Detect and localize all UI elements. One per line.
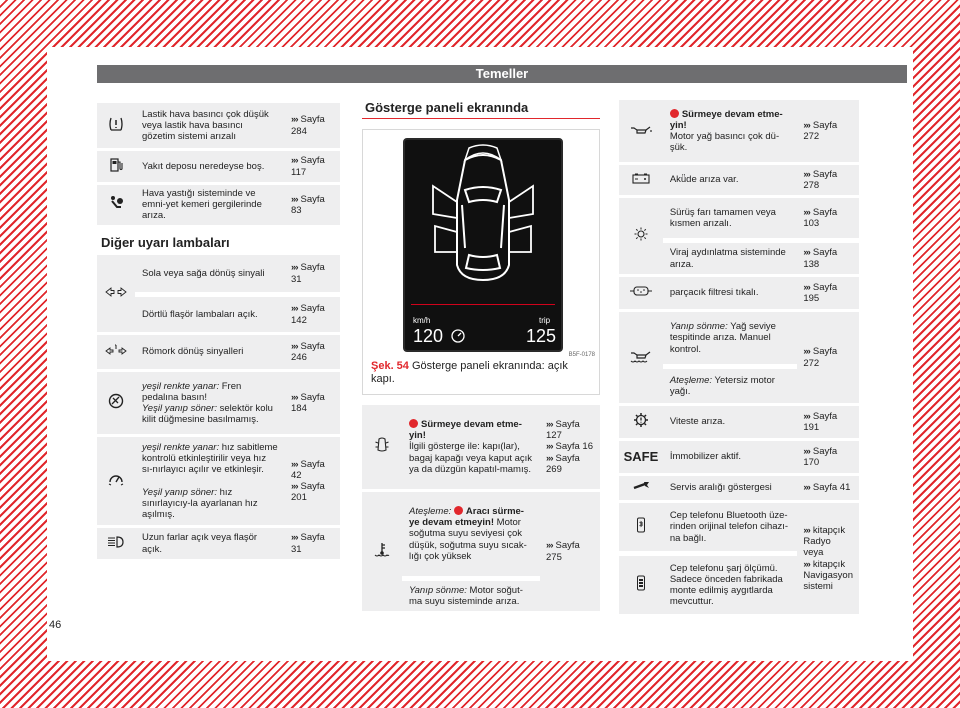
- warning-table-middle: [362, 402, 600, 614]
- page-header: Temeller: [97, 65, 907, 83]
- manual-page: [47, 47, 913, 661]
- page-ref: ››› Sayfa 31: [285, 255, 340, 292]
- row-text: Yanıp sönme: Yağ seviye tespitinde arıza. Manuel kontrol.: [663, 312, 798, 364]
- page-ref: ››› Sayfa 41: [797, 476, 859, 500]
- fuel-pump-icon: [97, 151, 135, 182]
- particulate-filter-icon: [619, 277, 663, 309]
- warning-table-right: [619, 97, 859, 617]
- page-ref: ››› Sayfa 138: [797, 241, 859, 274]
- section-title-dashboard: Gösterge paneli ekranında: [365, 100, 529, 115]
- row-text: Lastik hava basıncı çok düşük veya lastik hava basıncı gözetim sistemi arızalı: [135, 103, 285, 148]
- page-ref: ››› Sayfa 278: [797, 165, 859, 195]
- page-ref: ››› Sayfa 272: [797, 312, 859, 403]
- table-row: [619, 198, 859, 238]
- airbag-icon: [97, 185, 135, 225]
- row-text: Akü̈de arıza var.: [663, 165, 798, 195]
- dashboard-display: [403, 138, 563, 352]
- page-number: 46: [49, 619, 62, 631]
- page-ref: ››› Sayfa 246: [285, 335, 340, 369]
- figure-code: B5F-0178: [568, 352, 595, 358]
- page-ref: ››› Sayfa 275: [540, 492, 600, 611]
- row-text: Sürmeye devam etme-yin! İlgili gösterge ile: kapı(lar), bagaj kapağı veya kaput açık ya da düzgün kapatıl-mamış.: [402, 405, 540, 489]
- table-row: [619, 277, 859, 309]
- table-row: [97, 185, 340, 225]
- table-row: [619, 165, 859, 195]
- row-text: Ateşleme: Yetersiz motor yağı.: [663, 367, 798, 403]
- table-row: [97, 103, 340, 148]
- trailer-signal-icon: [97, 335, 135, 369]
- door-open-icon: [362, 405, 402, 489]
- trip-value: 125: [526, 326, 557, 346]
- tire-pressure-icon: [97, 103, 135, 148]
- cruise-control-icon: [97, 437, 135, 525]
- page-ref: ››› Sayfa 191: [797, 406, 859, 438]
- table-row: [97, 372, 340, 434]
- table-row: [97, 528, 340, 559]
- figure-dashboard: [362, 129, 600, 395]
- high-beam-icon: [97, 528, 135, 559]
- speed-unit: km/h: [413, 316, 431, 325]
- row-text: Uzun farlar açık veya flaşör açık.: [135, 528, 285, 559]
- oil-level-icon: [619, 312, 663, 403]
- row-text: Sola veya sağa dönüş sinyali: [135, 255, 285, 292]
- row-text: Viteste arıza.: [663, 406, 798, 438]
- page-ref: ››› Sayfa 195: [797, 277, 859, 309]
- stop-warning-icon: [409, 419, 418, 428]
- row-text: Yanıp sönme: Motor soğut-ma suyu sisteminde arıza.: [402, 579, 540, 611]
- car-top-view-icon: [405, 140, 561, 300]
- table-row: [97, 151, 340, 182]
- page-ref: ››› Sayfa 272: [797, 100, 859, 162]
- table-row: [619, 406, 859, 438]
- page-ref: ››› Sayfa 42 ››› Sayfa 201: [285, 437, 340, 525]
- page-ref: ››› Sayfa 83: [285, 185, 340, 225]
- table-row: [619, 503, 859, 551]
- row-text: Cep telefonu şarj ölçümü. Sadece önceden fabrikada monte edilmiş aygıtlarda mevcuttur.: [663, 554, 798, 614]
- warning-table-other: [97, 252, 340, 562]
- row-text: Yakıt deposu neredeyse boş.: [135, 151, 285, 182]
- table-row: [619, 441, 859, 473]
- section-title-other-lamps: Diğer uyarı lambaları: [101, 235, 230, 250]
- page-ref: ››› Sayfa 184: [285, 372, 340, 434]
- page-ref: ››› Sayfa 127 ››› Sayfa 16 ››› Sayfa 269: [540, 405, 600, 489]
- trip-label: trip: [539, 316, 551, 325]
- row-text: Sürüş farı tamamen veya kısmen arızalı.: [663, 198, 798, 238]
- row-text: Dörtlü flaşör lambaları açık.: [135, 295, 285, 332]
- figure-caption: Şek. 54 Gösterge paneli ekranında: açık kapı.: [371, 360, 568, 386]
- row-text: Ateşleme: Aracı sürme-ye devam etmeyin! Motor soğutma suyu seviyesi çok düşük, soğutma suyu sıcak-lığı çok yüksek: [402, 492, 540, 576]
- row-text: Römork dönüş sinyalleri: [135, 335, 285, 369]
- page-ref: ››› kitapçık Radyo veya ››› kitapçık Navigasyon sistemi: [797, 503, 859, 614]
- speedometer-icon: [451, 329, 465, 348]
- gearbox-fault-icon: [619, 406, 663, 438]
- wrench-icon: [619, 476, 663, 500]
- coolant-icon: [362, 492, 402, 611]
- row-text: Viraj aydınlatma sisteminde arıza.: [663, 241, 798, 274]
- table-row: [619, 476, 859, 500]
- page-ref: ››› Sayfa 142: [285, 295, 340, 332]
- row-text: İmmobilizer aktif.: [663, 441, 798, 473]
- table-row: [362, 492, 600, 576]
- row-text: yeşil renkte yanar: hız sabitleme kontrolü etkinleştirilir veya hız sı-nırlayıcı açılır ve etkinleşir. Yeşil yanıp söner: hız sınırlayıcıy-la ayarlanan hız aşılmış.: [135, 437, 285, 525]
- warning-table-top: [97, 100, 340, 228]
- headlight-bulb-icon: [619, 198, 663, 274]
- stop-warning-icon: [670, 109, 679, 118]
- table-row: [619, 312, 859, 364]
- row-text: Cep telefonu Bluetooth üze-rinden orijinal telefon cihazı-na bağlı.: [663, 503, 798, 551]
- battery-icon: [619, 165, 663, 195]
- table-row: [619, 100, 859, 162]
- speed-value: 120: [413, 326, 444, 346]
- immobilizer-icon: SAFE: [619, 441, 663, 473]
- page-ref: ››› Sayfa 117: [285, 151, 340, 182]
- oil-pressure-icon: [619, 100, 663, 162]
- brake-pedal-icon: [97, 372, 135, 434]
- table-row: [362, 405, 600, 489]
- row-text: Servis aralığı göstergesi: [663, 476, 798, 500]
- table-row: [97, 437, 340, 525]
- page-ref: ››› Sayfa 103: [797, 198, 859, 238]
- section-divider: [362, 118, 600, 119]
- page-ref: ››› Sayfa 284: [285, 103, 340, 148]
- phone-battery-icon: [619, 554, 663, 614]
- page-ref: ››› Sayfa 170: [797, 441, 859, 473]
- stop-warning-icon: [454, 506, 463, 515]
- row-text: Sürmeye devam etme-yin! Motor yağ basıncı çok dü-şük.: [663, 100, 798, 162]
- table-row: [97, 335, 340, 369]
- table-row: [97, 255, 340, 292]
- row-text: yeşil renkte yanar: Fren pedalına basın! Yeşil yanıp söner: selektör kolu kilit düğmesine basılmamış.: [135, 372, 285, 434]
- turn-signal-icon: [97, 255, 135, 332]
- bluetooth-phone-icon: [619, 503, 663, 551]
- row-text: Hava yastığı sisteminde ve emni-yet kemeri gergilerinde arıza.: [135, 185, 285, 225]
- page-ref: ››› Sayfa 31: [285, 528, 340, 559]
- row-text: parçacık filtresi tıkalı.: [663, 277, 798, 309]
